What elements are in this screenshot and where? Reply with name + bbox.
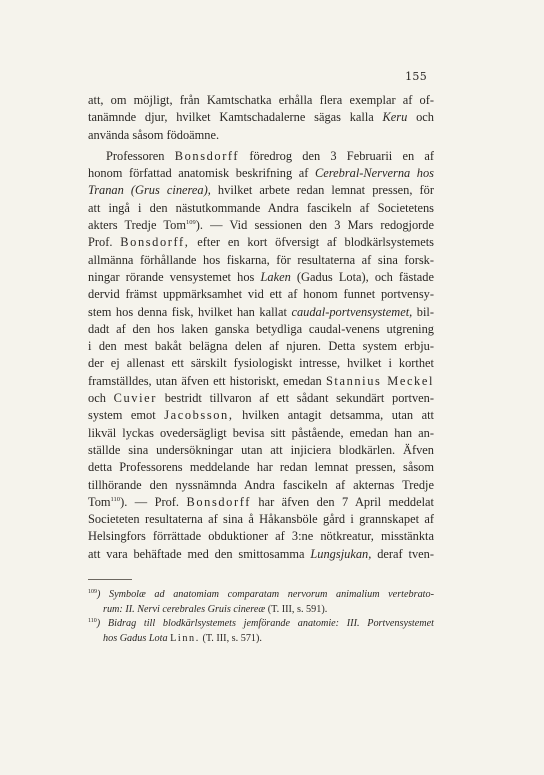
text-line: dervid främst uppmärksamhet vid ett af honom funnet portvensy- [88, 287, 434, 302]
footnote-ref: 109 [185, 219, 196, 227]
text-line: framställdes, utan äfven ett historiskt, emedan Stannius Meckel [88, 373, 434, 388]
page-number: 155 [405, 70, 427, 83]
text-line: tillhörande den nyssnämnda Andra fascikeln af akternas Tredje [88, 477, 434, 492]
text-line: system emot Jacobsson, hvilken antagit detsamma, utan att [88, 408, 434, 423]
footnote-ref: 110 [110, 495, 121, 503]
text-line: stem hos denna fisk, hvilket han kallat caudal-portvensystemet, bil- [88, 304, 435, 319]
text-line: att vara behäftade med den smittosamma Lungsjukan, deraf tven- [88, 546, 434, 561]
text-line: der ej allenast ett särskilt fysiologiskt intresse, hvilket i korthet [88, 356, 434, 371]
text-line: Tom$^{110}$). — Prof. Bonsdorff har äfven den 7 April meddelat [88, 494, 434, 509]
text-line: ställde sina undersökningar utan att injiciera blodkärlen. Äfven [88, 442, 434, 457]
text-line: Professoren Bonsdorff föredrog den 3 Februarii en af [106, 148, 434, 163]
text-line: akters Tredje Tom$^{109}$). — Vid sessionen den 3 Mars redogjorde [88, 218, 434, 233]
footnote-109: $^{109}$) Symbolæ ad anatomiam comparatam nervorum animalium vertebrato- [88, 589, 434, 600]
footnote-line: rum: II. Nervi cerebrales Gruis cinereæ (T. III, s. 591). [103, 603, 328, 615]
text-line: Prof. Bonsdorff, efter en kort öfversigt af blodkärlsystemets [88, 235, 435, 250]
text-line: honom författad anatomisk beskrifning af Cerebral-Nerverna hos [88, 166, 434, 181]
text-line: tanämnde djur, hvilket Kamtschadalerne sägas kalla Keru och [88, 110, 434, 125]
text-line: detta Professorens meddelande har redan lemnat pressen, såsom [88, 460, 434, 475]
text-line: att, om möjligt, från Kamtschatka erhålla flera exemplar af of- [88, 93, 434, 107]
text-line: att ingå i den nästutkommande Andra fascikeln af Societetens [88, 200, 434, 215]
text-line: Tranan (Grus cinerea), hvilket arbete redan lemnat pressen, för [88, 183, 434, 198]
body-text [88, 92, 434, 563]
footnote-line: hos Gadus Lota Linn. (T. III, s. 571). [103, 632, 262, 644]
footnote-110: $^{110}$) Bidrag till blodkärlsystemets jemförande anatomie: III. Portvensystemet [88, 618, 434, 630]
text-line: ningar rörande vensystemet hos Laken (Gadus Lota), och fästade [88, 269, 435, 284]
text-line: i den mest bakåt belägna delen af njuren. Detta system erbju- [88, 339, 434, 354]
footnotes [88, 588, 434, 646]
text-line: allmänna förhållande hos fiskarna, för resultaterna af sina forsk- [88, 252, 434, 267]
text-line: likväl lyckas ovedersägligt bevisa sitt påstående, emedan han an- [88, 425, 434, 440]
text-line: och Cuvier bestridt tillvaron af ett sådant sekundärt portven- [88, 391, 434, 406]
text-line: använda såsom födoämne. [88, 127, 220, 142]
text-line: Helsingfors förrättade obduktioner af 3:ne nötkreatur, misstänkta [88, 529, 434, 544]
text-line: dadt af den hos laken ganska betydliga caudal-venens utgrening [88, 321, 434, 336]
footnote-divider [88, 579, 132, 580]
text-line: Societeten resultaterna af sina å Håkansböle gård i grannskapet af [88, 512, 434, 527]
